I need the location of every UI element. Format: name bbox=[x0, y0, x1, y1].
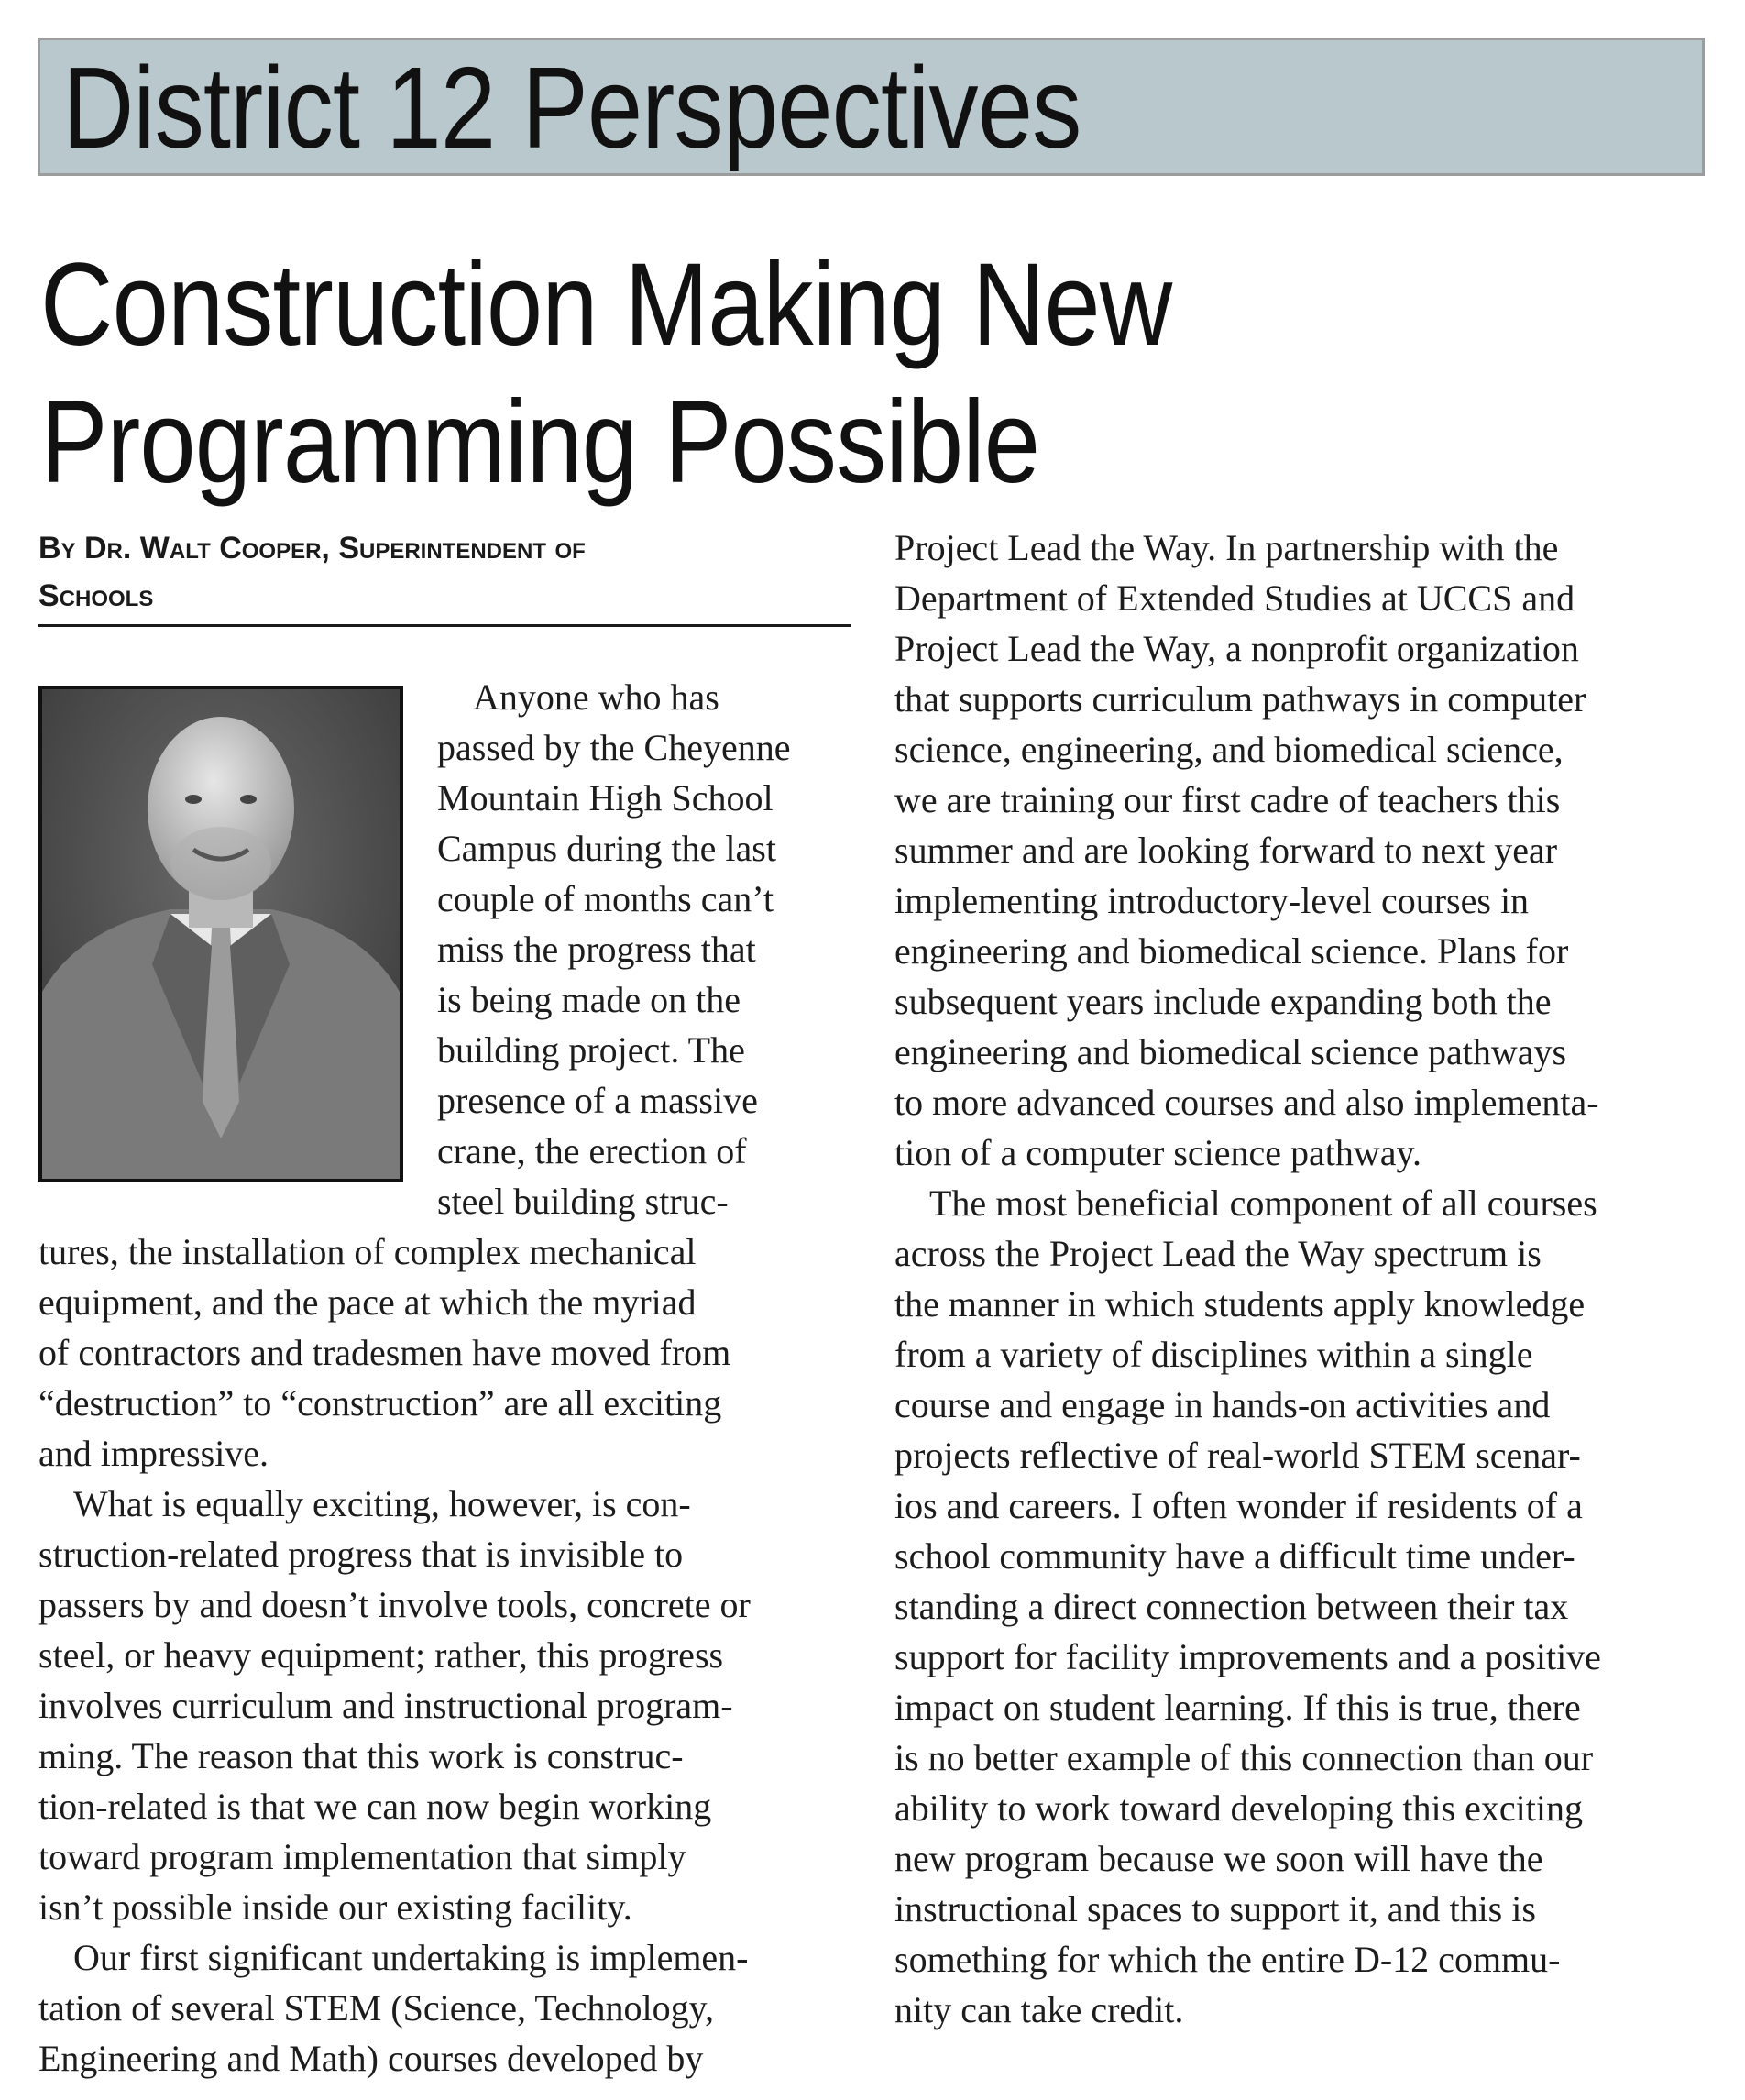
text-line: steel, or heavy equipment; rather, this progress bbox=[38, 1634, 724, 1676]
text-line: Department of Extended Studies at UCCS and bbox=[894, 577, 1575, 619]
text-line: impact on student learning. If this is true, there bbox=[894, 1687, 1581, 1728]
text-line: miss the progress that bbox=[437, 929, 756, 970]
text-line: ming. The reason that this work is construc- bbox=[38, 1735, 684, 1776]
text-line: building project. The bbox=[437, 1029, 745, 1071]
text-line: science, engineering, and biomedical science, bbox=[894, 729, 1564, 770]
author-portrait-photo bbox=[38, 686, 403, 1182]
byline-line: By Dr. Walt Cooper, Superintendent of bbox=[38, 531, 586, 566]
text-line: nity can take credit. bbox=[894, 1989, 1184, 2030]
text-line: engineering and biomedical science pathways bbox=[894, 1031, 1567, 1072]
text-line: Project Lead the Way. In partnership with the bbox=[894, 527, 1559, 568]
text-line: involves curriculum and instructional program- bbox=[38, 1685, 733, 1726]
text-line: tures, the installation of complex mechanical bbox=[38, 1231, 697, 1272]
text-line: that supports curriculum pathways in computer bbox=[894, 678, 1586, 720]
text-line: of contractors and tradesmen have moved from bbox=[38, 1332, 731, 1373]
text-line: to more advanced courses and also implementa- bbox=[894, 1082, 1599, 1123]
text-line: Our first significant undertaking is implemen- bbox=[73, 1937, 749, 1978]
text-line: and impressive. bbox=[38, 1433, 269, 1474]
text-line: Project Lead the Way, a nonprofit organization bbox=[894, 628, 1579, 669]
text-line: “destruction” to “construction” are all exciting bbox=[38, 1382, 722, 1424]
text-line: is no better example of this connection than our bbox=[894, 1737, 1594, 1778]
text-line: projects reflective of real-world STEM scenar- bbox=[894, 1435, 1581, 1476]
headline-line: Construction Making New bbox=[40, 239, 1172, 370]
text-line: Engineering and Math) courses developed by bbox=[38, 2038, 704, 2079]
text-line: Campus during the last bbox=[437, 828, 776, 869]
text-line: something for which the entire D-12 commu- bbox=[894, 1939, 1561, 1980]
text-line: toward program implementation that simply bbox=[38, 1836, 686, 1877]
text-line: summer and are looking forward to next year bbox=[894, 830, 1558, 871]
text-line: ios and careers. I often wonder if residents of a bbox=[894, 1485, 1583, 1526]
text-line: implementing introductory-level courses in bbox=[894, 880, 1530, 921]
portrait-photo-icon bbox=[42, 689, 400, 1179]
text-line: engineering and biomedical science. Plans for bbox=[894, 930, 1569, 972]
text-line: tation of several STEM (Science, Technology, bbox=[38, 1987, 714, 2029]
text-line: we are training our first cadre of teachers this bbox=[894, 779, 1561, 820]
headline-line: Programming Possible bbox=[40, 377, 1040, 508]
text-line: crane, the erection of bbox=[437, 1130, 747, 1171]
article-byline bbox=[38, 524, 845, 620]
text-line: Mountain High School bbox=[437, 777, 774, 819]
text-line: instructional spaces to support it, and this is bbox=[894, 1888, 1536, 1930]
byline-line: Schools bbox=[38, 578, 154, 613]
text-line: is being made on the bbox=[437, 979, 741, 1020]
text-line: What is equally exciting, however, is con- bbox=[73, 1483, 691, 1524]
text-line: couple of months can’t bbox=[437, 878, 774, 919]
text-line: school community have a difficult time under- bbox=[894, 1535, 1575, 1577]
text-line: across the Project Lead the Way spectrum is bbox=[894, 1233, 1542, 1274]
text-line: support for facility improvements and a positive bbox=[894, 1636, 1601, 1677]
text-line: The most beneficial component of all courses bbox=[929, 1182, 1597, 1224]
section-banner-title: District 12 Perspectives bbox=[62, 43, 1081, 172]
text-line: isn’t possible inside our existing facility. bbox=[38, 1886, 632, 1928]
section-banner bbox=[38, 38, 1705, 176]
text-line: Anyone who has bbox=[473, 676, 719, 718]
text-line: tion of a computer science pathway. bbox=[894, 1132, 1421, 1173]
text-line: steel building struc- bbox=[437, 1181, 729, 1222]
text-line: ability to work toward developing this exciting bbox=[894, 1787, 1583, 1829]
text-line: passed by the Cheyenne bbox=[437, 727, 791, 768]
article-headline bbox=[40, 236, 1708, 511]
text-line: struction-related progress that is invisible to bbox=[38, 1534, 684, 1575]
text-line: passers by and doesn’t involve tools, concrete or bbox=[38, 1584, 751, 1625]
text-line: tion-related is that we can now begin working bbox=[38, 1786, 712, 1827]
text-line: new program because we soon will have the bbox=[894, 1838, 1543, 1879]
text-line: the manner in which students apply knowledge bbox=[894, 1283, 1586, 1325]
byline-divider bbox=[38, 624, 851, 627]
text-line: from a variety of disciplines within a single bbox=[894, 1334, 1533, 1375]
text-line: standing a direct connection between their tax bbox=[894, 1586, 1569, 1627]
text-line: equipment, and the pace at which the myriad bbox=[38, 1281, 697, 1323]
text-line: presence of a massive bbox=[437, 1080, 758, 1121]
text-line: subsequent years include expanding both the bbox=[894, 981, 1552, 1022]
text-line: course and engage in hands-on activities and bbox=[894, 1384, 1551, 1425]
